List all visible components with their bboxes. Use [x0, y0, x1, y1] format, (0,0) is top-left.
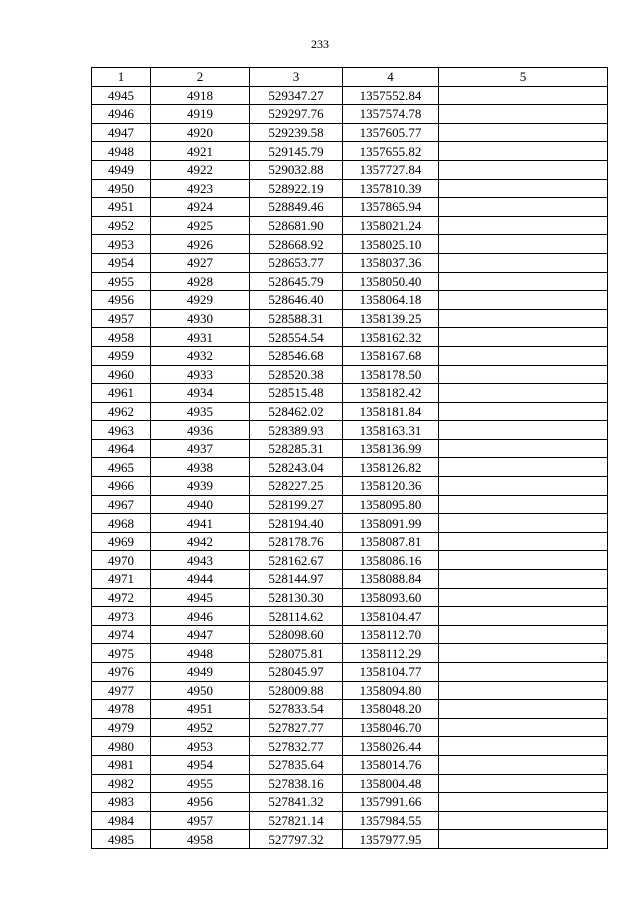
table-row — [92, 811, 608, 830]
cell-point-number: 4935 — [151, 402, 250, 421]
table-row — [92, 644, 608, 663]
cell-coordinate-y: 1358167.68 — [343, 346, 439, 365]
table-row — [92, 607, 608, 626]
cell-row-number: 4985 — [92, 830, 151, 849]
cell-coordinate-y: 1357574.78 — [343, 105, 439, 124]
cell-row-number: 4951 — [92, 198, 151, 217]
table-row — [92, 514, 608, 533]
cell-row-number: 4963 — [92, 421, 151, 440]
cell-note — [439, 830, 608, 849]
cell-note — [439, 793, 608, 812]
header-col-4: 4 — [343, 68, 439, 87]
cell-row-number: 4974 — [92, 625, 151, 644]
cell-coordinate-x: 528285.31 — [250, 439, 343, 458]
cell-coordinate-x: 528546.68 — [250, 346, 343, 365]
cell-point-number: 4920 — [151, 123, 250, 142]
cell-point-number: 4925 — [151, 216, 250, 235]
cell-coordinate-y: 1358025.10 — [343, 235, 439, 254]
table-row — [92, 142, 608, 161]
table-row — [92, 328, 608, 347]
cell-point-number: 4954 — [151, 755, 250, 774]
table-row — [92, 272, 608, 291]
cell-coordinate-x: 528653.77 — [250, 253, 343, 272]
cell-point-number: 4923 — [151, 179, 250, 198]
cell-coordinate-x: 528114.62 — [250, 607, 343, 626]
cell-point-number: 4938 — [151, 458, 250, 477]
cell-row-number: 4964 — [92, 439, 151, 458]
cell-point-number: 4946 — [151, 607, 250, 626]
cell-note — [439, 160, 608, 179]
table-row — [92, 309, 608, 328]
cell-note — [439, 253, 608, 272]
cell-row-number: 4957 — [92, 309, 151, 328]
cell-point-number: 4949 — [151, 663, 250, 682]
cell-point-number: 4951 — [151, 700, 250, 719]
cell-coordinate-y: 1358182.42 — [343, 384, 439, 403]
cell-coordinate-y: 1358126.82 — [343, 458, 439, 477]
cell-note — [439, 402, 608, 421]
cell-point-number: 4948 — [151, 644, 250, 663]
cell-coordinate-x: 528646.40 — [250, 291, 343, 310]
cell-note — [439, 198, 608, 217]
cell-coordinate-x: 528199.27 — [250, 495, 343, 514]
cell-coordinate-x: 528515.48 — [250, 384, 343, 403]
cell-coordinate-x: 527821.14 — [250, 811, 343, 830]
cell-point-number: 4940 — [151, 495, 250, 514]
table-row — [92, 625, 608, 644]
table-row — [92, 198, 608, 217]
cell-point-number: 4944 — [151, 570, 250, 589]
cell-point-number: 4929 — [151, 291, 250, 310]
cell-coordinate-y: 1358112.70 — [343, 625, 439, 644]
cell-coordinate-x: 528194.40 — [250, 514, 343, 533]
cell-coordinate-x: 528130.30 — [250, 588, 343, 607]
table-row — [92, 588, 608, 607]
cell-coordinate-x: 528681.90 — [250, 216, 343, 235]
cell-coordinate-y: 1358095.80 — [343, 495, 439, 514]
cell-note — [439, 439, 608, 458]
cell-note — [439, 625, 608, 644]
table-row — [92, 105, 608, 124]
table-row — [92, 570, 608, 589]
cell-note — [439, 179, 608, 198]
cell-coordinate-x: 528227.25 — [250, 477, 343, 496]
cell-coordinate-y: 1358136.99 — [343, 439, 439, 458]
page-number: 233 — [311, 37, 329, 51]
cell-row-number: 4961 — [92, 384, 151, 403]
cell-point-number: 4919 — [151, 105, 250, 124]
cell-row-number: 4982 — [92, 774, 151, 793]
cell-coordinate-x: 528849.46 — [250, 198, 343, 217]
cell-note — [439, 458, 608, 477]
cell-row-number: 4978 — [92, 700, 151, 719]
cell-row-number: 4946 — [92, 105, 151, 124]
cell-coordinate-y: 1358094.80 — [343, 681, 439, 700]
cell-row-number: 4958 — [92, 328, 151, 347]
cell-point-number: 4947 — [151, 625, 250, 644]
cell-point-number: 4930 — [151, 309, 250, 328]
cell-note — [439, 681, 608, 700]
cell-coordinate-x: 527833.54 — [250, 700, 343, 719]
cell-coordinate-y: 1358088.84 — [343, 570, 439, 589]
cell-coordinate-y: 1357865.94 — [343, 198, 439, 217]
cell-coordinate-y: 1358181.84 — [343, 402, 439, 421]
cell-row-number: 4962 — [92, 402, 151, 421]
cell-note — [439, 755, 608, 774]
cell-coordinate-x: 528668.92 — [250, 235, 343, 254]
cell-coordinate-y: 1358139.25 — [343, 309, 439, 328]
cell-coordinate-y: 1358087.81 — [343, 532, 439, 551]
cell-point-number: 4943 — [151, 551, 250, 570]
cell-coordinate-y: 1358104.47 — [343, 607, 439, 626]
cell-note — [439, 86, 608, 105]
table-row — [92, 700, 608, 719]
cell-row-number: 4984 — [92, 811, 151, 830]
cell-row-number: 4954 — [92, 253, 151, 272]
cell-note — [439, 384, 608, 403]
cell-row-number: 4953 — [92, 235, 151, 254]
cell-point-number: 4941 — [151, 514, 250, 533]
cell-note — [439, 663, 608, 682]
cell-point-number: 4926 — [151, 235, 250, 254]
cell-note — [439, 477, 608, 496]
cell-coordinate-y: 1358104.77 — [343, 663, 439, 682]
cell-row-number: 4970 — [92, 551, 151, 570]
cell-coordinate-x: 527827.77 — [250, 718, 343, 737]
cell-coordinate-x: 529297.76 — [250, 105, 343, 124]
table-row — [92, 346, 608, 365]
cell-row-number: 4972 — [92, 588, 151, 607]
table-row — [92, 402, 608, 421]
cell-point-number: 4952 — [151, 718, 250, 737]
cell-coordinate-x: 528075.81 — [250, 644, 343, 663]
cell-note — [439, 532, 608, 551]
cell-coordinate-y: 1358021.24 — [343, 216, 439, 235]
table-row — [92, 179, 608, 198]
table-row — [92, 458, 608, 477]
cell-note — [439, 291, 608, 310]
cell-coordinate-y: 1357552.84 — [343, 86, 439, 105]
cell-coordinate-y: 1358163.31 — [343, 421, 439, 440]
cell-coordinate-x: 528243.04 — [250, 458, 343, 477]
table-row — [92, 123, 608, 142]
cell-note — [439, 774, 608, 793]
cell-coordinate-y: 1358004.48 — [343, 774, 439, 793]
table-row — [92, 830, 608, 849]
cell-row-number: 4950 — [92, 179, 151, 198]
table-row — [92, 737, 608, 756]
cell-note — [439, 644, 608, 663]
cell-coordinate-y: 1357991.66 — [343, 793, 439, 812]
cell-point-number: 4928 — [151, 272, 250, 291]
table-row — [92, 439, 608, 458]
header-row — [92, 68, 608, 87]
cell-coordinate-x: 529145.79 — [250, 142, 343, 161]
table-row — [92, 384, 608, 403]
table-body — [92, 86, 608, 848]
cell-point-number: 4957 — [151, 811, 250, 830]
cell-coordinate-x: 528645.79 — [250, 272, 343, 291]
header-col-1: 1 — [92, 68, 151, 87]
table-row — [92, 421, 608, 440]
header-col-2: 2 — [151, 68, 250, 87]
cell-point-number: 4956 — [151, 793, 250, 812]
cell-coordinate-y: 1357655.82 — [343, 142, 439, 161]
table-row — [92, 551, 608, 570]
cell-coordinate-x: 527797.32 — [250, 830, 343, 849]
cell-coordinate-x: 527832.77 — [250, 737, 343, 756]
cell-point-number: 4955 — [151, 774, 250, 793]
cell-coordinate-y: 1358064.18 — [343, 291, 439, 310]
cell-coordinate-x: 528178.76 — [250, 532, 343, 551]
cell-note — [439, 235, 608, 254]
cell-coordinate-y: 1358026.44 — [343, 737, 439, 756]
cell-coordinate-x: 527838.16 — [250, 774, 343, 793]
cell-row-number: 4947 — [92, 123, 151, 142]
cell-point-number: 4921 — [151, 142, 250, 161]
cell-coordinate-x: 528922.19 — [250, 179, 343, 198]
cell-row-number: 4968 — [92, 514, 151, 533]
cell-point-number: 4922 — [151, 160, 250, 179]
cell-coordinate-y: 1358112.29 — [343, 644, 439, 663]
cell-point-number: 4934 — [151, 384, 250, 403]
cell-note — [439, 309, 608, 328]
cell-note — [439, 588, 608, 607]
cell-point-number: 4939 — [151, 477, 250, 496]
cell-point-number: 4950 — [151, 681, 250, 700]
cell-coordinate-x: 528588.31 — [250, 309, 343, 328]
cell-note — [439, 495, 608, 514]
table-row — [92, 495, 608, 514]
cell-coordinate-x: 528098.60 — [250, 625, 343, 644]
cell-row-number: 4966 — [92, 477, 151, 496]
cell-coordinate-x: 528554.54 — [250, 328, 343, 347]
table-row — [92, 793, 608, 812]
cell-row-number: 4976 — [92, 663, 151, 682]
table-row — [92, 774, 608, 793]
cell-coordinate-x: 528389.93 — [250, 421, 343, 440]
cell-note — [439, 570, 608, 589]
cell-coordinate-x: 528144.97 — [250, 570, 343, 589]
table-row — [92, 365, 608, 384]
cell-point-number: 4937 — [151, 439, 250, 458]
cell-point-number: 4927 — [151, 253, 250, 272]
cell-point-number: 4932 — [151, 346, 250, 365]
cell-point-number: 4918 — [151, 86, 250, 105]
cell-row-number: 4971 — [92, 570, 151, 589]
table-row — [92, 755, 608, 774]
cell-coordinate-x: 528009.88 — [250, 681, 343, 700]
table-row — [92, 681, 608, 700]
cell-row-number: 4979 — [92, 718, 151, 737]
cell-row-number: 4981 — [92, 755, 151, 774]
header-col-5: 5 — [439, 68, 608, 87]
cell-note — [439, 105, 608, 124]
cell-coordinate-y: 1357984.55 — [343, 811, 439, 830]
cell-coordinate-y: 1358091.99 — [343, 514, 439, 533]
cell-row-number: 4960 — [92, 365, 151, 384]
cell-coordinate-x: 527841.32 — [250, 793, 343, 812]
cell-note — [439, 551, 608, 570]
cell-coordinate-y: 1358120.36 — [343, 477, 439, 496]
cell-coordinate-x: 529239.58 — [250, 123, 343, 142]
cell-coordinate-y: 1357727.84 — [343, 160, 439, 179]
cell-row-number: 4975 — [92, 644, 151, 663]
cell-row-number: 4977 — [92, 681, 151, 700]
cell-point-number: 4931 — [151, 328, 250, 347]
cell-row-number: 4973 — [92, 607, 151, 626]
cell-row-number: 4952 — [92, 216, 151, 235]
table-row — [92, 532, 608, 551]
cell-row-number: 4945 — [92, 86, 151, 105]
cell-note — [439, 142, 608, 161]
cell-note — [439, 365, 608, 384]
table-row — [92, 291, 608, 310]
table-row — [92, 253, 608, 272]
cell-note — [439, 216, 608, 235]
table-row — [92, 235, 608, 254]
cell-row-number: 4948 — [92, 142, 151, 161]
cell-coordinate-x: 529032.88 — [250, 160, 343, 179]
coordinates-table — [91, 67, 608, 849]
cell-row-number: 4956 — [92, 291, 151, 310]
header-col-3: 3 — [250, 68, 343, 87]
cell-coordinate-y: 1358086.16 — [343, 551, 439, 570]
cell-row-number: 4959 — [92, 346, 151, 365]
cell-note — [439, 123, 608, 142]
cell-coordinate-y: 1358046.70 — [343, 718, 439, 737]
cell-coordinate-x: 528162.67 — [250, 551, 343, 570]
cell-point-number: 4953 — [151, 737, 250, 756]
cell-row-number: 4980 — [92, 737, 151, 756]
cell-coordinate-y: 1358050.40 — [343, 272, 439, 291]
cell-coordinate-y: 1358037.36 — [343, 253, 439, 272]
cell-point-number: 4945 — [151, 588, 250, 607]
table-row — [92, 663, 608, 682]
cell-coordinate-y: 1357605.77 — [343, 123, 439, 142]
cell-note — [439, 607, 608, 626]
cell-note — [439, 811, 608, 830]
cell-note — [439, 328, 608, 347]
cell-note — [439, 421, 608, 440]
cell-point-number: 4933 — [151, 365, 250, 384]
cell-note — [439, 272, 608, 291]
table-row — [92, 718, 608, 737]
table-row — [92, 160, 608, 179]
table-row — [92, 477, 608, 496]
cell-coordinate-x: 528462.02 — [250, 402, 343, 421]
cell-row-number: 4967 — [92, 495, 151, 514]
cell-note — [439, 718, 608, 737]
cell-coordinate-y: 1358178.50 — [343, 365, 439, 384]
cell-coordinate-x: 528520.38 — [250, 365, 343, 384]
cell-row-number: 4983 — [92, 793, 151, 812]
cell-coordinate-y: 1358162.32 — [343, 328, 439, 347]
cell-point-number: 4942 — [151, 532, 250, 551]
cell-row-number: 4965 — [92, 458, 151, 477]
cell-coordinate-y: 1358014.76 — [343, 755, 439, 774]
cell-point-number: 4924 — [151, 198, 250, 217]
cell-note — [439, 514, 608, 533]
cell-coordinate-y: 1357810.39 — [343, 179, 439, 198]
table-header — [92, 68, 608, 87]
cell-coordinate-x: 528045.97 — [250, 663, 343, 682]
cell-coordinate-y: 1358093.60 — [343, 588, 439, 607]
cell-row-number: 4969 — [92, 532, 151, 551]
cell-point-number: 4958 — [151, 830, 250, 849]
cell-note — [439, 346, 608, 365]
cell-coordinate-x: 527835.64 — [250, 755, 343, 774]
cell-coordinate-y: 1357977.95 — [343, 830, 439, 849]
cell-row-number: 4955 — [92, 272, 151, 291]
cell-row-number: 4949 — [92, 160, 151, 179]
cell-coordinate-x: 529347.27 — [250, 86, 343, 105]
cell-note — [439, 737, 608, 756]
cell-note — [439, 700, 608, 719]
cell-coordinate-y: 1358048.20 — [343, 700, 439, 719]
table-row — [92, 86, 608, 105]
cell-point-number: 4936 — [151, 421, 250, 440]
table-row — [92, 216, 608, 235]
